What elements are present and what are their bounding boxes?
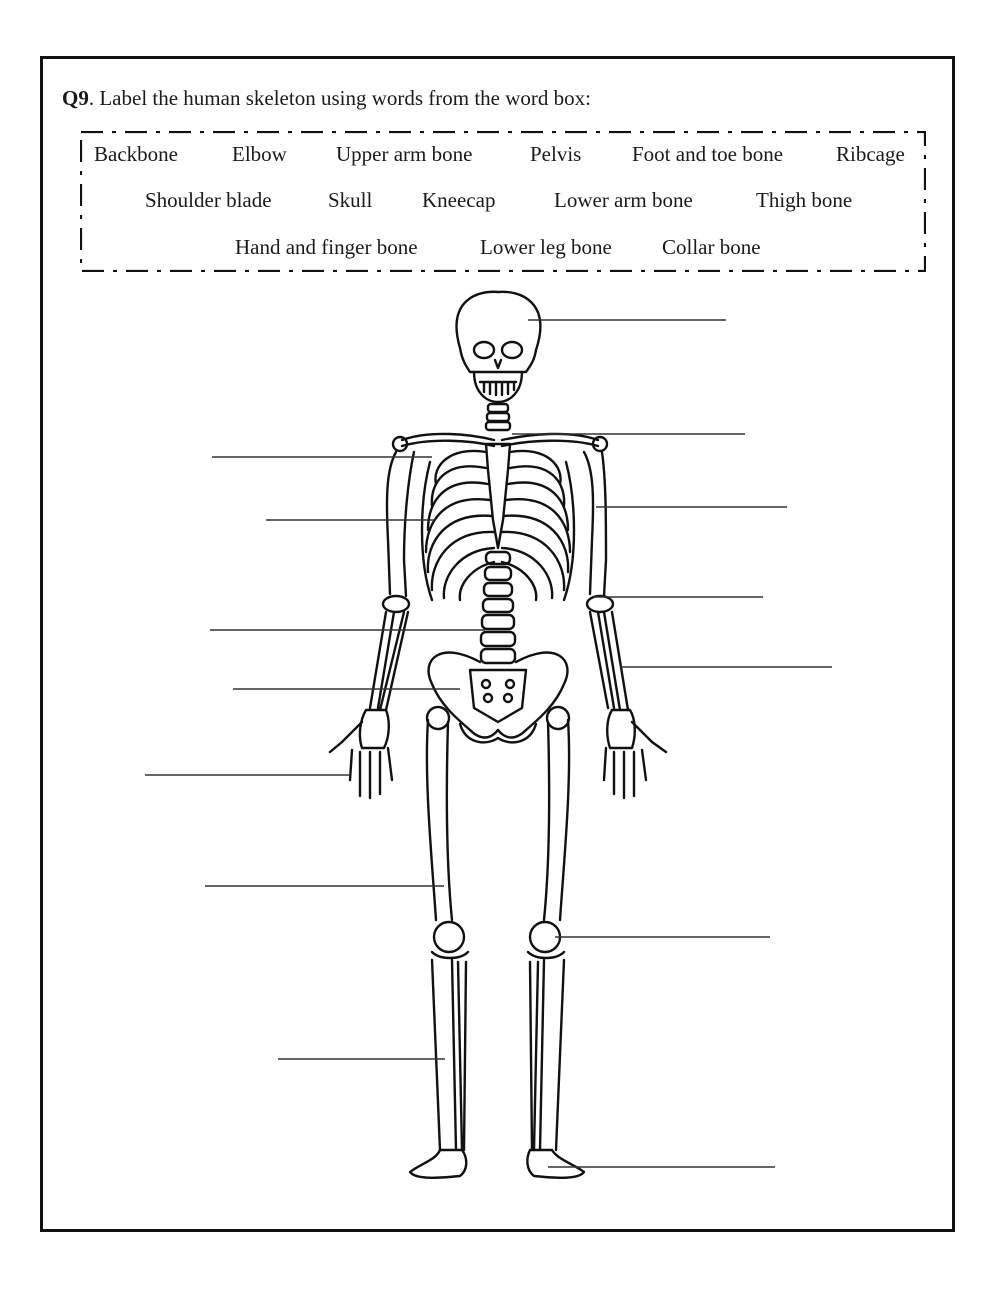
word-ribcage: Ribcage (836, 142, 905, 166)
word-skull: Skull (328, 188, 373, 212)
spine-drawing (481, 552, 515, 663)
word-lower-leg-bone: Lower leg bone (480, 235, 612, 259)
word-pelvis: Pelvis (530, 142, 582, 166)
upper-arm-drawing (383, 452, 613, 612)
question-number: Q9 (62, 86, 89, 110)
lower-arm-drawing (370, 612, 628, 710)
word-elbow: Elbow (232, 142, 287, 166)
word-backbone: Backbone (94, 142, 178, 166)
thigh-drawing (427, 720, 569, 920)
word-thigh-bone: Thigh bone (756, 188, 853, 212)
kneecap-drawing (432, 922, 564, 958)
skull-drawing (457, 292, 541, 402)
collar-bone-drawing (393, 434, 607, 451)
ribcage-drawing (422, 451, 574, 600)
word-kneecap: Kneecap (422, 188, 496, 212)
word-shoulder-blade: Shoulder blade (145, 188, 272, 212)
question-text: . Label the human skeleton using words from the word box: (88, 86, 591, 110)
word-foot-and-toe-bone: Foot and toe bone (632, 142, 784, 166)
word-collar-bone: Collar bone (662, 235, 761, 259)
word-lower-arm-bone: Lower arm bone (554, 188, 693, 212)
lower-leg-drawing (432, 960, 564, 1150)
neck-vertebrae-drawing (486, 404, 510, 430)
answer-lines (145, 320, 832, 1167)
word-hand-and-finger-bone: Hand and finger bone (235, 235, 418, 259)
foot-drawing (410, 1150, 584, 1178)
word-upper-arm-bone: Upper arm bone (336, 142, 473, 166)
